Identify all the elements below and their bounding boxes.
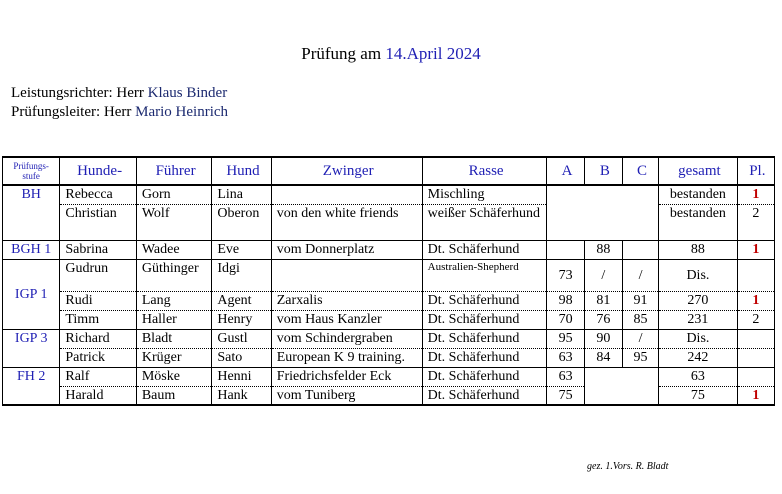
cell-a: 95 <box>547 329 584 348</box>
cell-dog: Henni <box>212 367 271 386</box>
cell-scores <box>547 185 659 240</box>
table-row <box>3 310 775 329</box>
cell-first: Richard <box>60 329 136 348</box>
cell-kennel: vom Schindergraben <box>271 329 422 348</box>
cell-place: 1 <box>737 291 774 310</box>
cell-kennel <box>271 185 422 204</box>
cell-c <box>622 240 658 259</box>
cell-breed: weißer Schäferhund <box>422 204 547 240</box>
cell-bc <box>584 386 658 405</box>
level-igp1: IGP 1 <box>3 259 60 329</box>
col-hunde: Hunde- <box>60 157 136 185</box>
cell-b: / <box>584 259 622 291</box>
cell-kennel: vom Donnerplatz <box>271 240 422 259</box>
cell-kennel: vom Haus Kanzler <box>271 310 422 329</box>
title-prefix: Prüfung am <box>301 44 386 63</box>
table-row <box>3 386 775 405</box>
cell-a: 63 <box>547 367 584 386</box>
cell-last: Haller <box>136 310 211 329</box>
col-stufe: Prüfungs- stufe <box>3 157 60 185</box>
cell-first: Timm <box>60 310 136 329</box>
col-c: C <box>622 157 658 185</box>
cell-last: Baum <box>136 386 211 405</box>
cell-breed: Dt. Schäferhund <box>422 367 547 386</box>
cell-breed: Dt. Schäferhund <box>422 291 547 310</box>
col-fuehrer: Führer <box>136 157 211 185</box>
cell-place <box>737 348 774 367</box>
cell-dog: Eve <box>212 240 271 259</box>
table-row <box>3 185 775 204</box>
cell-dog: Sato <box>212 348 271 367</box>
header-row <box>3 157 775 185</box>
judge-label: Leistungsrichter: Herr <box>11 85 148 101</box>
cell-b: 76 <box>584 310 622 329</box>
cell-place: 1 <box>737 386 774 405</box>
cell-dog: Oberon <box>212 204 271 240</box>
cell-bc <box>584 367 658 386</box>
cell-a: 73 <box>547 259 584 291</box>
col-hund: Hund <box>212 157 271 185</box>
cell-total: Dis. <box>659 329 738 348</box>
table-row <box>3 329 775 348</box>
cell-kennel: Friedrichsfelder Eck <box>271 367 422 386</box>
cell-breed: Dt. Schäferhund <box>422 329 547 348</box>
cell-first: Harald <box>60 386 136 405</box>
cell-kennel: vom Tuniberg <box>271 386 422 405</box>
cell-b: 90 <box>584 329 622 348</box>
cell-b: 88 <box>584 240 622 259</box>
cell-a: 70 <box>547 310 584 329</box>
cell-last: Lang <box>136 291 211 310</box>
cell-c: / <box>622 259 658 291</box>
col-rasse: Rasse <box>422 157 547 185</box>
table-row <box>3 367 775 386</box>
cell-kennel: Zarxalis <box>271 291 422 310</box>
cell-total: 88 <box>659 240 738 259</box>
cell-kennel <box>271 259 422 291</box>
cell-breed: Dt. Schäferhund <box>422 310 547 329</box>
cell-total: 75 <box>659 386 738 405</box>
cell-last: Wolf <box>136 204 211 240</box>
cell-dog: Gustl <box>212 329 271 348</box>
cell-c: / <box>622 329 658 348</box>
cell-breed: Dt. Schäferhund <box>422 386 547 405</box>
signature: gez. 1.Vors. R. Bladt <box>587 461 669 472</box>
table-row <box>3 291 775 310</box>
judge-name: Klaus Binder <box>147 85 228 101</box>
cell-first: Rudi <box>60 291 136 310</box>
col-zwinger: Zwinger <box>271 157 422 185</box>
cell-dog: Agent <box>212 291 271 310</box>
page-title <box>0 44 782 64</box>
cell-last: Gorn <box>136 185 211 204</box>
cell-place: 1 <box>737 240 774 259</box>
cell-breed: Dt. Schäferhund <box>422 240 547 259</box>
cell-kennel: von den white friends <box>271 204 422 240</box>
level-fh2: FH 2 <box>3 367 60 405</box>
cell-dog: Idgi <box>212 259 271 291</box>
col-a: A <box>547 157 584 185</box>
cell-total: Dis. <box>659 259 738 291</box>
cell-place <box>737 259 774 291</box>
table-row <box>3 348 775 367</box>
cell-first: Ralf <box>60 367 136 386</box>
cell-kennel: European K 9 training. <box>271 348 422 367</box>
table-row <box>3 204 775 240</box>
cell-place <box>737 329 774 348</box>
cell-dog: Henry <box>212 310 271 329</box>
cell-first: Gudrun <box>60 259 136 291</box>
cell-a: 75 <box>547 386 584 405</box>
cell-first: Sabrina <box>60 240 136 259</box>
level-igp3: IGP 3 <box>3 329 60 367</box>
cell-b: 81 <box>584 291 622 310</box>
cell-last: Wadee <box>136 240 211 259</box>
leader-line <box>11 104 228 121</box>
cell-total: 242 <box>659 348 738 367</box>
table-row <box>3 259 775 291</box>
table-row <box>3 240 775 259</box>
cell-place: 2 <box>737 310 774 329</box>
col-gesamt: gesamt <box>659 157 738 185</box>
cell-b: 84 <box>584 348 622 367</box>
cell-a <box>547 240 584 259</box>
cell-place <box>737 367 774 386</box>
cell-place: 2 <box>737 204 774 240</box>
results-table <box>2 156 775 406</box>
cell-dog: Hank <box>212 386 271 405</box>
level-bgh1: BGH 1 <box>3 240 60 259</box>
cell-first: Patrick <box>60 348 136 367</box>
judge-line <box>11 85 227 102</box>
cell-first: Christian <box>60 204 136 240</box>
cell-last: Bladt <box>136 329 211 348</box>
cell-last: Möske <box>136 367 211 386</box>
col-b: B <box>584 157 622 185</box>
cell-c: 91 <box>622 291 658 310</box>
cell-breed: Dt. Schäferhund <box>422 348 547 367</box>
cell-a: 63 <box>547 348 584 367</box>
cell-total: bestanden <box>659 185 738 204</box>
cell-last: Güthinger <box>136 259 211 291</box>
cell-dog: Lina <box>212 185 271 204</box>
col-pl: Pl. <box>737 157 774 185</box>
cell-total: 270 <box>659 291 738 310</box>
cell-first: Rebecca <box>60 185 136 204</box>
cell-last: Krüger <box>136 348 211 367</box>
cell-place: 1 <box>737 185 774 204</box>
leader-name: Mario Heinrich <box>135 104 229 120</box>
cell-c: 85 <box>622 310 658 329</box>
level-bh: BH <box>3 185 60 240</box>
title-date: 14.April 2024 <box>385 44 481 63</box>
leader-label: Prüfungsleiter: Herr <box>11 104 136 120</box>
cell-c: 95 <box>622 348 658 367</box>
cell-total: 63 <box>659 367 738 386</box>
cell-breed: Mischling <box>422 185 547 204</box>
cell-breed: Australien-Shepherd <box>422 259 547 291</box>
cell-total: 231 <box>659 310 738 329</box>
cell-total: bestanden <box>659 204 738 240</box>
cell-a: 98 <box>547 291 584 310</box>
